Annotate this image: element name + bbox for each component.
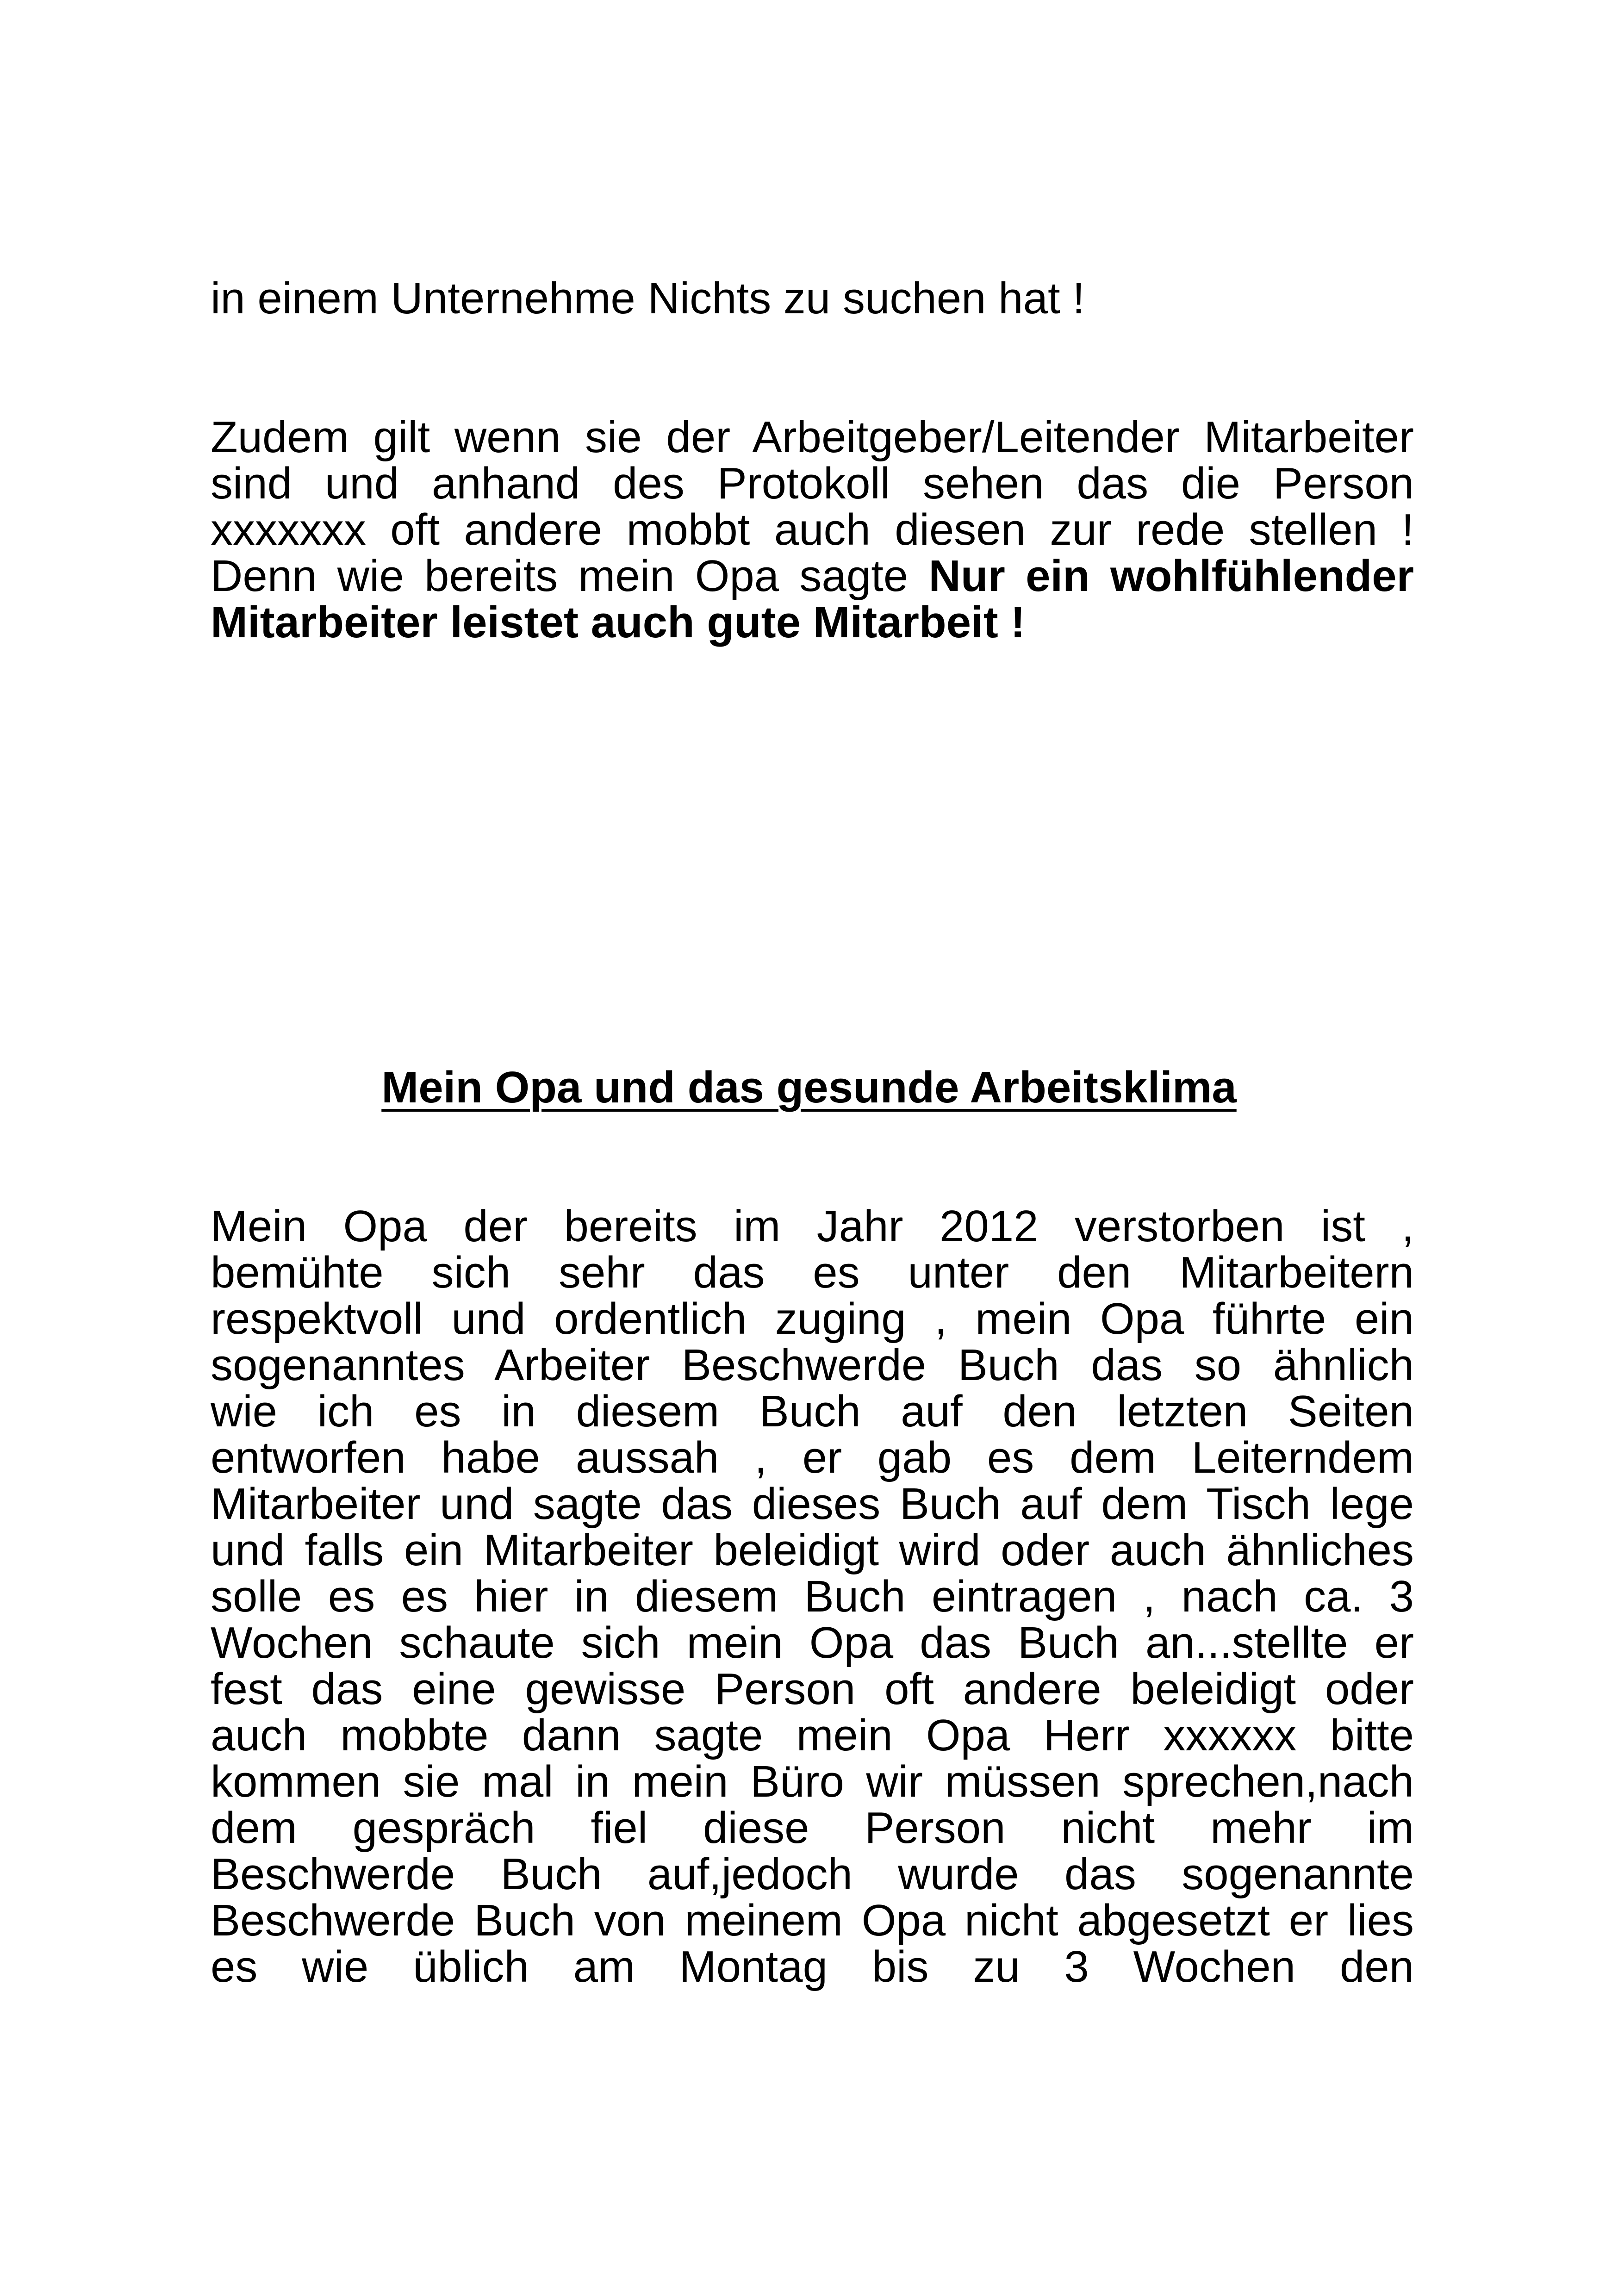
text-line: und falls ein Mitarbeiter beleidigt wird oder auch ähnliches <box>211 1525 1414 1575</box>
text-line: in einem Unternehme Nichts zu suchen hat ! <box>211 274 1085 323</box>
text-line: wie ich es in diesem Buch auf den letzten Seiten <box>211 1387 1414 1436</box>
text-line: Zudem gilt wenn sie der Arbeitgeber/Leitender Mitarbeiter <box>211 412 1414 462</box>
section-heading <box>0 1062 1618 1113</box>
text-line: Wochen schaute sich mein Opa das Buch an...stellte er <box>211 1618 1414 1668</box>
text-line: Mein Opa der bereits im Jahr 2012 verstorben ist , <box>211 1201 1414 1251</box>
paragraph-employer <box>211 414 1414 646</box>
text-line: es wie üblich am Montag bis zu 3 Wochen den <box>211 1942 1414 1991</box>
text-line: entworfen habe aussah , er gab es dem Leiterndem <box>211 1433 1414 1482</box>
text-line: kommen sie mal in mein Büro wir müssen sprechen,nach <box>211 1757 1414 1806</box>
heading-text: Mein Opa und das gesunde Arbeitsklima <box>381 1063 1237 1112</box>
text-line: Beschwerde Buch von meinem Opa nicht abgesetzt er lies <box>211 1896 1414 1945</box>
text-line: solle es es hier in diesem Buch eintragen , nach ca. 3 <box>211 1572 1414 1621</box>
fragment-text <box>211 275 1414 322</box>
text-line: auch mobbte dann sagte mein Opa Herr xxxxxx bitte <box>211 1711 1414 1760</box>
text-line <box>211 553 1414 599</box>
text-line: sind und anhand des Protokoll sehen das die Person <box>211 459 1414 508</box>
text-line: respektvoll und ordentlich zuging , mein Opa führte ein <box>211 1294 1414 1344</box>
quote-bold: Nur ein wohlfühlender <box>928 551 1414 601</box>
text-line: Beschwerde Buch auf,jedoch wurde das sogenannte <box>211 1849 1414 1899</box>
text-normal: Denn wie bereits mein Opa sagte <box>211 551 929 601</box>
text-line: sogenanntes Arbeiter Beschwerde Buch das so ähnlich <box>211 1340 1414 1390</box>
text-line: bemühte sich sehr das es unter den Mitarbeitern <box>211 1248 1414 1297</box>
text-line: dem gespräch fiel diese Person nicht mehr im <box>211 1803 1414 1853</box>
text-line: fest das eine gewisse Person oft andere beleidigt oder <box>211 1664 1414 1714</box>
paragraph-opa-story <box>211 1203 1414 1990</box>
text-line: Mitarbeiter und sagte das dieses Buch auf dem Tisch lege <box>211 1479 1414 1529</box>
quote-bold-line: Mitarbeiter leistet auch gute Mitarbeit ! <box>211 597 1026 647</box>
text-line: xxxxxxx oft andere mobbt auch diesen zur rede stellen ! <box>211 505 1414 554</box>
